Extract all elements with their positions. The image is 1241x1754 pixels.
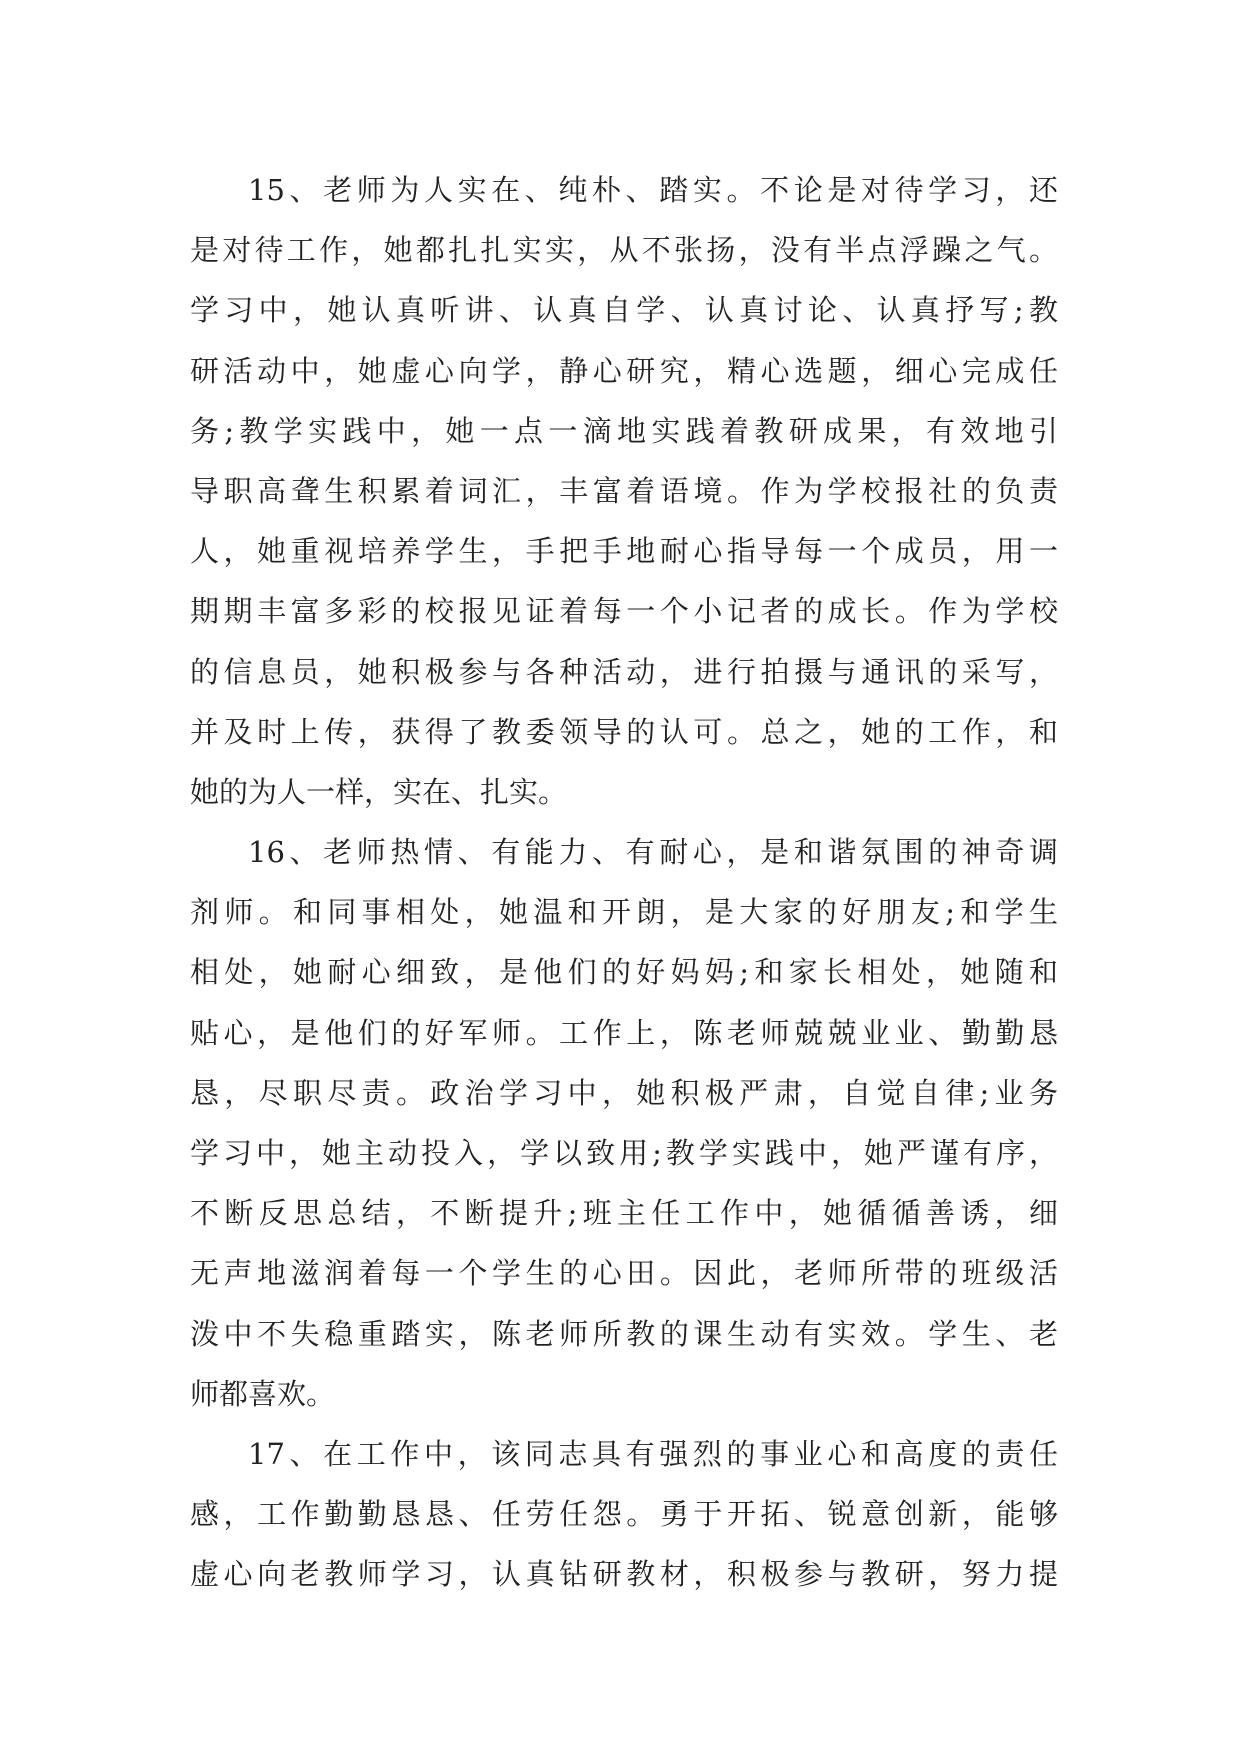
document-body	[190, 160, 1058, 1605]
text-line: 学习中，她认真听讲、认真自学、认真讨论、认真抒写;教	[190, 293, 1058, 328]
text-line: 感，工作勤勤恳恳、任劳任怨。勇于开拓、锐意创新，能够	[190, 1497, 1058, 1532]
text-line: 相处，她耐心细致，是他们的好妈妈;和家长相处，她随和	[190, 955, 1058, 990]
text-line: 剂师。和同事相处，她温和开朗，是大家的好朋友;和学生	[190, 895, 1058, 930]
text-line: 17、在工作中，该同志具有强烈的事业心和高度的责任	[248, 1436, 1058, 1471]
paragraph-17	[190, 1424, 1058, 1605]
text-line: 她的为人一样，实在、扎实。	[190, 774, 568, 809]
text-line: 泼中不失稳重踏实，陈老师所教的课生动有实效。学生、老	[190, 1316, 1058, 1351]
text-line: 虚心向老教师学习，认真钻研教材，积极参与教研，努力提	[190, 1557, 1058, 1592]
text-line: 是对待工作，她都扎扎实实，从不张扬，没有半点浮躁之气。	[190, 233, 1058, 268]
text-line: 15、老师为人实在、纯朴、踏实。不论是对待学习，还	[248, 173, 1058, 207]
text-line: 不断反思总结，不断提升;班主任工作中，她循循善诱，细	[190, 1196, 1058, 1231]
text-line: 期期丰富多彩的校报见证着每一个小记者的成长。作为学校	[190, 594, 1058, 629]
text-line: 贴心，是他们的好军师。工作上，陈老师兢兢业业、勤勤恳	[190, 1015, 1058, 1050]
text-line: 研活动中，她虚心向学，静心研究，精心选题，细心完成任	[190, 353, 1058, 388]
text-line: 并及时上传，获得了教委领导的认可。总之，她的工作，和	[190, 714, 1058, 749]
text-line: 16、老师热情、有能力、有耐心，是和谐氛围的神奇调	[248, 835, 1058, 870]
text-line: 导职高聋生积累着词汇，丰富着语境。作为学校报社的负责	[190, 473, 1058, 508]
paragraph-16	[190, 822, 1058, 1424]
paragraph-15	[190, 160, 1058, 822]
text-line: 的信息员，她积极参与各种活动，进行拍摄与通讯的采写，	[190, 654, 1058, 689]
text-line: 人，她重视培养学生，手把手地耐心指导每一个成员，用一	[190, 534, 1058, 569]
text-line: 学习中，她主动投入，学以致用;教学实践中，她严谨有序，	[190, 1136, 1058, 1170]
text-line: 无声地滋润着每一个学生的心田。因此，老师所带的班级活	[190, 1256, 1058, 1291]
text-line: 恳，尽职尽责。政治学习中，她积极严肃，自觉自律;业务	[190, 1075, 1058, 1110]
text-line: 务;教学实践中，她一点一滴地实践着教研成果，有效地引	[190, 413, 1058, 448]
text-line: 师都喜欢。	[190, 1376, 336, 1411]
